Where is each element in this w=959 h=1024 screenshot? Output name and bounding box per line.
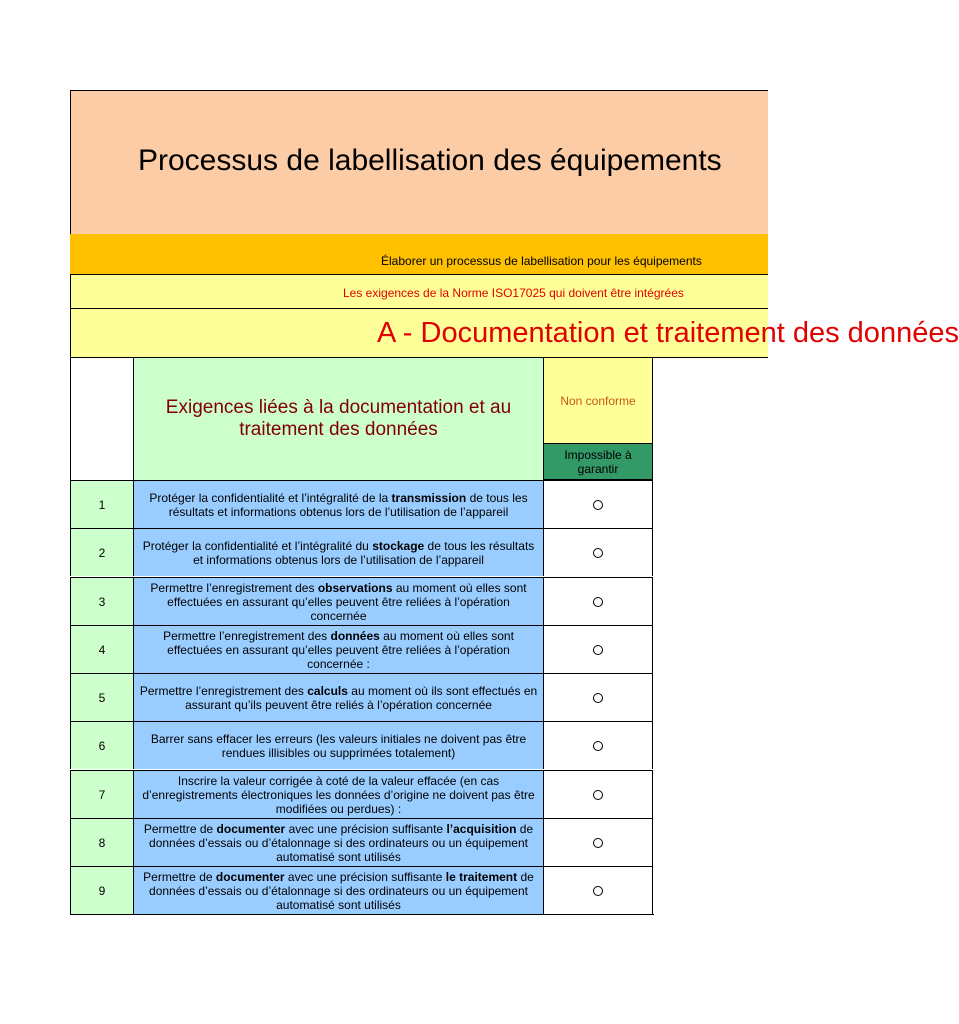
requirement-label bbox=[138, 581, 539, 623]
header-requirements: Exigences liées à la documentation et au traitement des données bbox=[134, 358, 543, 480]
requirement-text-part: Inscrire la valeur corrigée à coté de la valeur effacée (en cas d’enregistrements électroniques les données d’origine ne doivent pas être modifiées ou perdues) : bbox=[142, 773, 535, 816]
header-impossible: Impossible à garantir bbox=[543, 443, 653, 480]
requirement-keyword: le traitement bbox=[445, 869, 518, 884]
non-conforme-cell bbox=[543, 818, 653, 866]
non-conforme-radio[interactable] bbox=[593, 500, 603, 510]
requirement-text-part: de données d’essais ou d’étalonnage si des ordinateurs ou un équipement automatisé sont utilisés bbox=[149, 869, 534, 912]
requirement-label bbox=[138, 774, 539, 816]
requirements-note: Les exigences de la Norme ISO17025 qui doivent être intégrées bbox=[343, 286, 684, 300]
objective-band bbox=[70, 234, 768, 274]
requirement-text bbox=[134, 577, 543, 625]
row-number: 2 bbox=[70, 528, 134, 576]
table-row bbox=[70, 528, 654, 576]
table-row bbox=[70, 770, 654, 818]
requirement-label bbox=[138, 629, 539, 671]
requirement-text-part: Barrer sans effacer les erreurs (les valeurs initiales ne doivent pas être rendues illisibles ou supprimées totalement) bbox=[150, 731, 527, 760]
table-row bbox=[70, 866, 654, 914]
requirement-text bbox=[134, 770, 543, 818]
table-row bbox=[70, 818, 654, 866]
requirements-band bbox=[70, 274, 768, 308]
non-conforme-cell bbox=[543, 770, 653, 818]
table-row bbox=[70, 673, 654, 721]
non-conforme-radio[interactable] bbox=[593, 741, 603, 751]
requirement-text-part: au moment où elles sont effectuées en assurant qu’elles peuvent être reliées à l’opération concernée : bbox=[167, 628, 514, 671]
requirement-text bbox=[134, 625, 543, 673]
section-title: A - Documentation et traitement des données bbox=[377, 317, 959, 349]
non-conforme-radio[interactable] bbox=[593, 645, 603, 655]
requirement-keyword: observations bbox=[317, 580, 393, 595]
non-conforme-cell bbox=[543, 721, 653, 769]
requirement-keyword: documenter bbox=[215, 869, 285, 884]
title-band bbox=[70, 90, 768, 234]
title-clip bbox=[71, 91, 722, 235]
requirement-text-part: avec une précision suffisante bbox=[285, 821, 447, 836]
non-conforme-cell bbox=[543, 528, 653, 576]
requirement-keyword: stockage bbox=[372, 538, 425, 553]
non-conforme-cell bbox=[543, 625, 653, 673]
requirement-text-part: Permettre de bbox=[143, 821, 217, 836]
requirement-text-part: Permettre l’enregistrement des bbox=[139, 683, 308, 698]
non-conforme-radio[interactable] bbox=[593, 886, 603, 896]
requirement-label bbox=[138, 822, 539, 864]
requirement-text bbox=[134, 818, 543, 866]
requirement-keyword: calculs bbox=[307, 683, 348, 698]
non-conforme-radio[interactable] bbox=[593, 597, 603, 607]
requirement-keyword: documenter bbox=[216, 821, 286, 836]
row-number: 6 bbox=[70, 721, 134, 769]
requirement-text bbox=[134, 528, 543, 576]
table-row bbox=[70, 577, 654, 625]
requirements-clip bbox=[71, 275, 684, 309]
requirement-text bbox=[134, 721, 543, 769]
header-non-conforme: Non conforme bbox=[543, 358, 653, 443]
non-conforme-cell bbox=[543, 480, 653, 528]
requirement-text bbox=[134, 480, 543, 528]
non-conforme-radio[interactable] bbox=[593, 838, 603, 848]
requirement-text-part: de tous les résultats et informations obtenus lors de l’utilisation de l’appareil bbox=[168, 490, 528, 519]
section-clip bbox=[71, 309, 959, 357]
non-conforme-radio[interactable] bbox=[593, 693, 603, 703]
row-number: 9 bbox=[70, 866, 134, 914]
row-number: 1 bbox=[70, 480, 134, 528]
requirement-label bbox=[138, 732, 539, 760]
requirement-keyword: données bbox=[330, 628, 380, 643]
requirement-text-part: Permettre l’enregistrement des bbox=[150, 580, 318, 595]
row-number: 5 bbox=[70, 673, 134, 721]
table-row bbox=[70, 480, 654, 528]
table-row bbox=[70, 625, 654, 673]
row-number: 4 bbox=[70, 625, 134, 673]
non-conforme-cell bbox=[543, 577, 653, 625]
requirement-text bbox=[134, 866, 543, 914]
requirement-text-part: Permettre de bbox=[143, 869, 216, 884]
row-number: 3 bbox=[70, 577, 134, 625]
requirement-text-part: de tous les résultats et informations obtenus lors de l’utilisation de l’appareil bbox=[193, 538, 535, 567]
requirement-label bbox=[138, 539, 539, 567]
row-number: 7 bbox=[70, 770, 134, 818]
row-number: 8 bbox=[70, 818, 134, 866]
requirement-text-part: de données d’essais ou d’étalonnage si des ordinateurs ou un équipement automatisé sont utilisés bbox=[149, 821, 534, 864]
requirement-text-part: Protéger la confidentialité et l’intégralité du bbox=[142, 538, 373, 553]
non-conforme-cell bbox=[543, 866, 653, 914]
requirement-text-part: au moment où ils sont effectués en assurant qu’ils peuvent être reliés à l’opération concernée bbox=[185, 683, 538, 712]
requirement-label bbox=[138, 684, 539, 712]
requirement-text-part: avec une précision suffisante bbox=[284, 869, 446, 884]
requirement-text-part: au moment où elles sont effectuées en assurant qu’elles peuvent être reliées à l’opération concernée bbox=[167, 580, 527, 623]
non-conforme-radio[interactable] bbox=[593, 790, 603, 800]
requirement-text-part: Protéger la confidentialité et l’intégralité de la bbox=[149, 490, 392, 505]
non-conforme-cell bbox=[543, 673, 653, 721]
requirement-keyword: transmission bbox=[391, 490, 467, 505]
page-title: Processus de labellisation des équipements bbox=[138, 144, 722, 177]
requirement-keyword: l’acquisition bbox=[446, 821, 517, 836]
requirement-label bbox=[138, 870, 539, 912]
section-band bbox=[70, 308, 959, 358]
requirement-text-part: Permettre l’enregistrement des bbox=[163, 628, 331, 643]
objective-clip bbox=[70, 234, 702, 274]
table-bottom-border bbox=[70, 914, 654, 915]
requirement-label bbox=[138, 491, 539, 519]
table-row bbox=[70, 721, 654, 769]
requirement-text bbox=[134, 673, 543, 721]
non-conforme-radio[interactable] bbox=[593, 548, 603, 558]
header-number-cell bbox=[70, 358, 134, 480]
objective-text: Élaborer un processus de labellisation pour les équipements bbox=[381, 254, 702, 268]
